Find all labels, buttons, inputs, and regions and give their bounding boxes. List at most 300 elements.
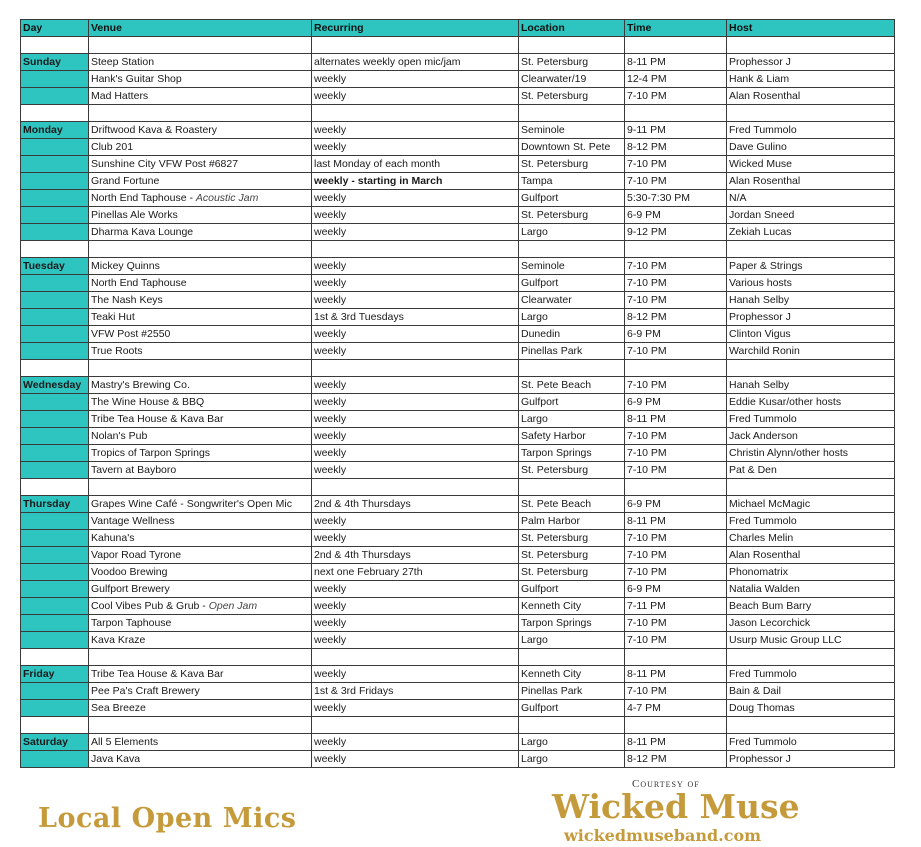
day-label: Tuesday bbox=[21, 258, 89, 275]
empty-cell bbox=[727, 105, 895, 122]
venue-cell bbox=[89, 258, 312, 275]
venue-name: Sea Breeze bbox=[91, 702, 146, 714]
location-cell: Palm Harbor bbox=[519, 513, 625, 530]
location-cell: St. Petersburg bbox=[519, 88, 625, 105]
venue-cell bbox=[89, 428, 312, 445]
day-cell bbox=[21, 71, 89, 88]
venue-name: Teaki Hut bbox=[91, 311, 135, 323]
venue-name: Sunshine City VFW Post #6827 bbox=[91, 158, 239, 170]
host-cell: Prophessor J bbox=[727, 751, 895, 768]
table-row bbox=[21, 581, 895, 598]
location-cell: Largo bbox=[519, 309, 625, 326]
venue-cell bbox=[89, 666, 312, 683]
table-row bbox=[21, 258, 895, 275]
location-cell: St. Pete Beach bbox=[519, 496, 625, 513]
day-cell bbox=[21, 156, 89, 173]
empty-cell bbox=[727, 649, 895, 666]
venue-name: Mickey Quinns bbox=[91, 260, 160, 272]
day-cell bbox=[21, 207, 89, 224]
venue-cell bbox=[89, 581, 312, 598]
recurring-cell: weekly bbox=[312, 598, 519, 615]
day-cell bbox=[21, 530, 89, 547]
venue-name: Gulfport Brewery bbox=[91, 583, 170, 595]
empty-cell bbox=[21, 241, 89, 258]
day-label: Saturday bbox=[21, 734, 89, 751]
time-cell: 7-10 PM bbox=[625, 462, 727, 479]
table-row bbox=[21, 343, 895, 360]
empty-cell bbox=[312, 241, 519, 258]
time-cell: 5:30-7:30 PM bbox=[625, 190, 727, 207]
day-cell bbox=[21, 343, 89, 360]
venue-name: Mastry's Brewing Co. bbox=[91, 379, 190, 391]
time-cell: 8-11 PM bbox=[625, 54, 727, 71]
recurring-cell: 2nd & 4th Thursdays bbox=[312, 547, 519, 564]
host-cell: Doug Thomas bbox=[727, 700, 895, 717]
host-cell: Fred Tummolo bbox=[727, 513, 895, 530]
empty-cell bbox=[519, 105, 625, 122]
time-cell: 7-10 PM bbox=[625, 564, 727, 581]
venue-cell bbox=[89, 615, 312, 632]
empty-cell bbox=[519, 479, 625, 496]
spacer-row bbox=[21, 105, 895, 122]
table-row bbox=[21, 88, 895, 105]
host-cell: Paper & Strings bbox=[727, 258, 895, 275]
host-cell: Michael McMagic bbox=[727, 496, 895, 513]
recurring-cell: weekly bbox=[312, 411, 519, 428]
venue-name: Driftwood Kava & Roastery bbox=[91, 124, 218, 136]
recurring-cell: weekly bbox=[312, 122, 519, 139]
day-cell bbox=[21, 615, 89, 632]
table-row bbox=[21, 598, 895, 615]
location-cell: Gulfport bbox=[519, 700, 625, 717]
venue-name: Java Kava bbox=[91, 753, 141, 765]
venue-name: Kahuna's bbox=[91, 532, 135, 544]
time-cell: 7-10 PM bbox=[625, 615, 727, 632]
empty-cell bbox=[625, 37, 727, 54]
time-cell: 7-10 PM bbox=[625, 258, 727, 275]
day-cell bbox=[21, 139, 89, 156]
host-cell: Bain & Dail bbox=[727, 683, 895, 700]
table-row bbox=[21, 54, 895, 71]
time-cell: 9-12 PM bbox=[625, 224, 727, 241]
recurring-cell: weekly bbox=[312, 615, 519, 632]
recurring-cell: 2nd & 4th Thursdays bbox=[312, 496, 519, 513]
recurring-cell: weekly bbox=[312, 326, 519, 343]
venue-cell bbox=[89, 564, 312, 581]
time-cell: 7-10 PM bbox=[625, 275, 727, 292]
location-cell: Safety Harbor bbox=[519, 428, 625, 445]
venue-name: Tavern at Bayboro bbox=[91, 464, 177, 476]
table-row bbox=[21, 513, 895, 530]
location-cell: Largo bbox=[519, 632, 625, 649]
venue-name: Steep Station bbox=[91, 56, 155, 68]
recurring-cell: weekly bbox=[312, 292, 519, 309]
venue-cell bbox=[89, 547, 312, 564]
empty-cell bbox=[727, 479, 895, 496]
page-title: Local Open Mics bbox=[38, 803, 297, 834]
location-cell: Largo bbox=[519, 734, 625, 751]
venue-cell bbox=[89, 275, 312, 292]
venue-name: Vapor Road Tyrone bbox=[91, 549, 182, 561]
venue-cell bbox=[89, 139, 312, 156]
day-cell bbox=[21, 445, 89, 462]
time-cell: 9-11 PM bbox=[625, 122, 727, 139]
location-cell: Pinellas Park bbox=[519, 343, 625, 360]
venue-name: Hank's Guitar Shop bbox=[91, 73, 182, 85]
recurring-cell: weekly bbox=[312, 445, 519, 462]
venue-name: The Wine House & BBQ bbox=[91, 396, 205, 408]
time-cell: 4-7 PM bbox=[625, 700, 727, 717]
empty-cell bbox=[21, 479, 89, 496]
location-cell: Dunedin bbox=[519, 326, 625, 343]
table-row bbox=[21, 156, 895, 173]
host-cell: Prophessor J bbox=[727, 54, 895, 71]
venue-name: Mad Hatters bbox=[91, 90, 149, 102]
table-row bbox=[21, 275, 895, 292]
header-day: Day bbox=[21, 20, 89, 37]
time-cell: 8-11 PM bbox=[625, 666, 727, 683]
day-cell bbox=[21, 632, 89, 649]
host-cell: Fred Tummolo bbox=[727, 122, 895, 139]
time-cell: 8-12 PM bbox=[625, 139, 727, 156]
spacer-row bbox=[21, 241, 895, 258]
venue-name: Voodoo Brewing bbox=[91, 566, 168, 578]
empty-cell bbox=[89, 649, 312, 666]
table-row bbox=[21, 411, 895, 428]
host-cell: Phonomatrix bbox=[727, 564, 895, 581]
day-cell bbox=[21, 598, 89, 615]
day-label: Wednesday bbox=[21, 377, 89, 394]
recurring-cell: 1st & 3rd Fridays bbox=[312, 683, 519, 700]
venue-cell bbox=[89, 122, 312, 139]
time-cell: 8-12 PM bbox=[625, 309, 727, 326]
table-row bbox=[21, 751, 895, 768]
venue-cell bbox=[89, 343, 312, 360]
header-recurring: Recurring bbox=[312, 20, 519, 37]
recurring-cell: alternates weekly open mic/jam bbox=[312, 54, 519, 71]
table-row bbox=[21, 547, 895, 564]
empty-cell bbox=[89, 360, 312, 377]
empty-cell bbox=[727, 241, 895, 258]
table-row bbox=[21, 734, 895, 751]
time-cell: 7-10 PM bbox=[625, 428, 727, 445]
recurring-cell: weekly bbox=[312, 139, 519, 156]
location-cell: St. Petersburg bbox=[519, 462, 625, 479]
day-cell bbox=[21, 683, 89, 700]
time-cell: 7-10 PM bbox=[625, 530, 727, 547]
venue-cell bbox=[89, 751, 312, 768]
venue-name: All 5 Elements bbox=[91, 736, 159, 748]
day-cell bbox=[21, 190, 89, 207]
recurring-cell: weekly bbox=[312, 207, 519, 224]
host-cell: Prophessor J bbox=[727, 309, 895, 326]
brand-url: wickedmuseband.com bbox=[564, 826, 762, 845]
empty-cell bbox=[625, 479, 727, 496]
venue-name: Nolan's Pub bbox=[91, 430, 148, 442]
empty-cell bbox=[312, 479, 519, 496]
day-cell bbox=[21, 326, 89, 343]
venue-cell bbox=[89, 173, 312, 190]
time-cell: 7-10 PM bbox=[625, 156, 727, 173]
venue-cell bbox=[89, 734, 312, 751]
day-cell bbox=[21, 309, 89, 326]
table-row bbox=[21, 139, 895, 156]
empty-cell bbox=[625, 105, 727, 122]
recurring-cell: weekly bbox=[312, 632, 519, 649]
table-row bbox=[21, 445, 895, 462]
venue-name: Cool Vibes Pub & Grub - bbox=[91, 600, 209, 612]
venue-name: Grand Fortune bbox=[91, 175, 160, 187]
table-row bbox=[21, 71, 895, 88]
venue-name: Vantage Wellness bbox=[91, 515, 175, 527]
recurring-cell: weekly - starting in March bbox=[312, 173, 519, 190]
empty-cell bbox=[519, 649, 625, 666]
table-row bbox=[21, 462, 895, 479]
table-row bbox=[21, 564, 895, 581]
host-cell: Fred Tummolo bbox=[727, 666, 895, 683]
venue-cell bbox=[89, 71, 312, 88]
recurring-cell: last Monday of each month bbox=[312, 156, 519, 173]
recurring-cell: weekly bbox=[312, 734, 519, 751]
header-location: Location bbox=[519, 20, 625, 37]
host-cell: Pat & Den bbox=[727, 462, 895, 479]
host-cell: Alan Rosenthal bbox=[727, 88, 895, 105]
schedule-body bbox=[21, 37, 895, 768]
host-cell: Alan Rosenthal bbox=[727, 173, 895, 190]
header-row bbox=[21, 20, 895, 37]
spacer-row bbox=[21, 649, 895, 666]
recurring-cell: weekly bbox=[312, 751, 519, 768]
empty-cell bbox=[21, 717, 89, 734]
host-cell: Various hosts bbox=[727, 275, 895, 292]
location-cell: St. Petersburg bbox=[519, 54, 625, 71]
day-cell bbox=[21, 275, 89, 292]
host-cell: Fred Tummolo bbox=[727, 734, 895, 751]
recurring-cell: weekly bbox=[312, 88, 519, 105]
venue-name: Kava Kraze bbox=[91, 634, 146, 646]
day-cell bbox=[21, 292, 89, 309]
venue-cell bbox=[89, 292, 312, 309]
location-cell: Clearwater bbox=[519, 292, 625, 309]
empty-cell bbox=[625, 649, 727, 666]
header-host: Host bbox=[727, 20, 895, 37]
spacer-row bbox=[21, 360, 895, 377]
recurring-cell: next one February 27th bbox=[312, 564, 519, 581]
time-cell: 7-10 PM bbox=[625, 683, 727, 700]
empty-cell bbox=[312, 360, 519, 377]
recurring-cell: weekly bbox=[312, 71, 519, 88]
host-cell: Dave Gulino bbox=[727, 139, 895, 156]
empty-cell bbox=[727, 37, 895, 54]
location-cell: Gulfport bbox=[519, 581, 625, 598]
host-cell: Jordan Sneed bbox=[727, 207, 895, 224]
venue-cell bbox=[89, 598, 312, 615]
table-row bbox=[21, 700, 895, 717]
venue-cell bbox=[89, 462, 312, 479]
day-cell bbox=[21, 564, 89, 581]
location-cell: Seminole bbox=[519, 122, 625, 139]
host-cell: Clinton Vigus bbox=[727, 326, 895, 343]
day-cell bbox=[21, 700, 89, 717]
location-cell: Downtown St. Pete bbox=[519, 139, 625, 156]
venue-name: Tropics of Tarpon Springs bbox=[91, 447, 211, 459]
empty-cell bbox=[21, 360, 89, 377]
recurring-cell: weekly bbox=[312, 275, 519, 292]
host-cell: Zekiah Lucas bbox=[727, 224, 895, 241]
table-row bbox=[21, 683, 895, 700]
location-cell: St. Petersburg bbox=[519, 156, 625, 173]
venue-cell bbox=[89, 54, 312, 71]
recurring-cell: weekly bbox=[312, 190, 519, 207]
venue-name: Club 201 bbox=[91, 141, 134, 153]
venue-name: VFW Post #2550 bbox=[91, 328, 171, 340]
empty-cell bbox=[89, 105, 312, 122]
empty-cell bbox=[89, 717, 312, 734]
host-cell: Hank & Liam bbox=[727, 71, 895, 88]
time-cell: 7-10 PM bbox=[625, 445, 727, 462]
host-cell: Jason Lecorchick bbox=[727, 615, 895, 632]
venue-name: Tribe Tea House & Kava Bar bbox=[91, 668, 224, 680]
host-cell: Alan Rosenthal bbox=[727, 547, 895, 564]
recurring-cell: weekly bbox=[312, 428, 519, 445]
venue-cell bbox=[89, 156, 312, 173]
empty-cell bbox=[519, 241, 625, 258]
venue-name: Tribe Tea House & Kava Bar bbox=[91, 413, 224, 425]
venue-cell bbox=[89, 513, 312, 530]
time-cell: 12-4 PM bbox=[625, 71, 727, 88]
table-row bbox=[21, 615, 895, 632]
day-cell bbox=[21, 394, 89, 411]
day-cell bbox=[21, 428, 89, 445]
empty-cell bbox=[727, 360, 895, 377]
empty-cell bbox=[312, 649, 519, 666]
day-cell bbox=[21, 224, 89, 241]
table-row bbox=[21, 632, 895, 649]
empty-cell bbox=[625, 241, 727, 258]
host-cell: Wicked Muse bbox=[727, 156, 895, 173]
empty-cell bbox=[727, 717, 895, 734]
time-cell: 8-12 PM bbox=[625, 751, 727, 768]
venue-name: Tarpon Taphouse bbox=[91, 617, 172, 629]
empty-cell bbox=[21, 649, 89, 666]
table-row bbox=[21, 207, 895, 224]
recurring-cell: weekly bbox=[312, 394, 519, 411]
time-cell: 7-10 PM bbox=[625, 377, 727, 394]
host-cell: Christin Alynn/other hosts bbox=[727, 445, 895, 462]
time-cell: 7-10 PM bbox=[625, 88, 727, 105]
recurring-cell: weekly bbox=[312, 530, 519, 547]
venue-cell bbox=[89, 377, 312, 394]
venue-name: Pinellas Ale Works bbox=[91, 209, 178, 221]
table-row bbox=[21, 666, 895, 683]
location-cell: Largo bbox=[519, 751, 625, 768]
empty-cell bbox=[519, 37, 625, 54]
recurring-cell: weekly bbox=[312, 513, 519, 530]
empty-cell bbox=[89, 479, 312, 496]
day-cell bbox=[21, 751, 89, 768]
empty-cell bbox=[89, 37, 312, 54]
venue-name: Dharma Kava Lounge bbox=[91, 226, 194, 238]
venue-cell bbox=[89, 190, 312, 207]
spacer-row bbox=[21, 717, 895, 734]
recurring-cell: weekly bbox=[312, 700, 519, 717]
empty-cell bbox=[89, 241, 312, 258]
table-row bbox=[21, 309, 895, 326]
location-cell: Tarpon Springs bbox=[519, 445, 625, 462]
venue-cell bbox=[89, 207, 312, 224]
time-cell: 7-10 PM bbox=[625, 343, 727, 360]
host-cell: Beach Bum Barry bbox=[727, 598, 895, 615]
time-cell: 6-9 PM bbox=[625, 394, 727, 411]
day-label: Monday bbox=[21, 122, 89, 139]
venue-cell bbox=[89, 411, 312, 428]
table-row bbox=[21, 496, 895, 513]
venue-name: The Nash Keys bbox=[91, 294, 163, 306]
venue-note: Acoustic Jam bbox=[195, 192, 259, 204]
venue-cell bbox=[89, 309, 312, 326]
recurring-cell: weekly bbox=[312, 258, 519, 275]
venue-cell bbox=[89, 530, 312, 547]
time-cell: 6-9 PM bbox=[625, 207, 727, 224]
table-row bbox=[21, 428, 895, 445]
open-mic-schedule-table bbox=[20, 19, 895, 768]
table-row bbox=[21, 394, 895, 411]
location-cell: Kenneth City bbox=[519, 598, 625, 615]
empty-cell bbox=[519, 717, 625, 734]
empty-cell bbox=[312, 717, 519, 734]
table-row bbox=[21, 326, 895, 343]
location-cell: St. Petersburg bbox=[519, 547, 625, 564]
location-cell: Clearwater/19 bbox=[519, 71, 625, 88]
host-cell: Hanah Selby bbox=[727, 292, 895, 309]
host-cell: Usurp Music Group LLC bbox=[727, 632, 895, 649]
spacer-row bbox=[21, 479, 895, 496]
location-cell: Largo bbox=[519, 411, 625, 428]
recurring-cell: 1st & 3rd Tuesdays bbox=[312, 309, 519, 326]
venue-name: True Roots bbox=[91, 345, 143, 357]
location-cell: Gulfport bbox=[519, 190, 625, 207]
header-venue: Venue bbox=[89, 20, 312, 37]
location-cell: Tampa bbox=[519, 173, 625, 190]
day-cell bbox=[21, 547, 89, 564]
time-cell: 6-9 PM bbox=[625, 326, 727, 343]
location-cell: Largo bbox=[519, 224, 625, 241]
venue-cell bbox=[89, 496, 312, 513]
host-cell: Fred Tummolo bbox=[727, 411, 895, 428]
table-row bbox=[21, 292, 895, 309]
time-cell: 8-11 PM bbox=[625, 411, 727, 428]
table-row bbox=[21, 224, 895, 241]
time-cell: 8-11 PM bbox=[625, 513, 727, 530]
venue-cell bbox=[89, 683, 312, 700]
empty-cell bbox=[21, 37, 89, 54]
table-row bbox=[21, 122, 895, 139]
venue-name: Grapes Wine Café - Songwriter's Open Mic bbox=[91, 498, 292, 510]
time-cell: 6-9 PM bbox=[625, 496, 727, 513]
day-label: Sunday bbox=[21, 54, 89, 71]
host-cell: Charles Melin bbox=[727, 530, 895, 547]
time-cell: 7-10 PM bbox=[625, 292, 727, 309]
venue-cell bbox=[89, 445, 312, 462]
empty-cell bbox=[21, 105, 89, 122]
time-cell: 6-9 PM bbox=[625, 581, 727, 598]
time-cell: 7-10 PM bbox=[625, 547, 727, 564]
location-cell: Gulfport bbox=[519, 275, 625, 292]
table-row bbox=[21, 377, 895, 394]
venue-cell bbox=[89, 326, 312, 343]
courtesy-label: Courtesy of bbox=[632, 778, 700, 790]
empty-cell bbox=[312, 37, 519, 54]
